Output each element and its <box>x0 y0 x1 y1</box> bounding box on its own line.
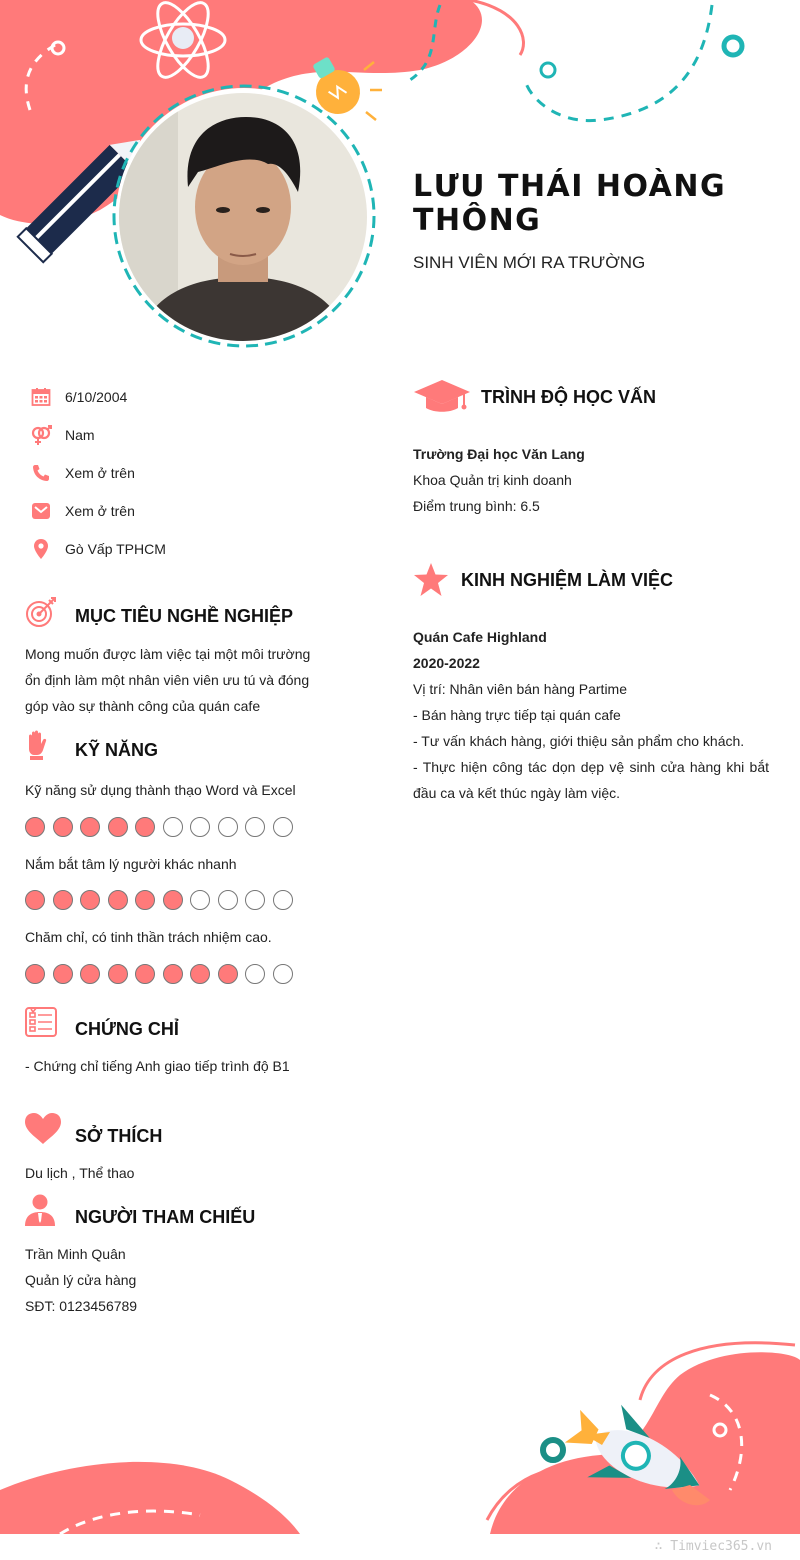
rating-dot-filled <box>135 817 155 837</box>
gpa-text: Điểm trung bình: 6.5 <box>413 498 540 514</box>
rating-dot-filled <box>80 964 100 984</box>
hand-icon <box>25 730 47 765</box>
email-icon <box>30 500 52 522</box>
skill-rating <box>25 964 300 984</box>
contact-address <box>30 537 166 561</box>
faculty-name: Khoa Quản trị kinh doanh <box>413 472 572 488</box>
certificates-text: - Chứng chỉ tiếng Anh giao tiếp trình độ B1 <box>25 1058 290 1074</box>
contact-phone <box>30 461 135 485</box>
gender-text: Nam <box>65 427 95 443</box>
certificates-title: CHỨNG CHỈ <box>75 1019 179 1039</box>
rating-dot-empty <box>273 890 293 910</box>
skill-rating <box>25 817 300 837</box>
rating-dot-empty <box>218 890 238 910</box>
rating-dot-empty <box>163 817 183 837</box>
rating-dot-filled <box>218 964 238 984</box>
hobbies-title: SỞ THÍCH <box>75 1126 163 1146</box>
reference-line: Quản lý cửa hàng <box>25 1272 137 1288</box>
rating-dot-filled <box>80 817 100 837</box>
rating-dot-filled <box>53 817 73 837</box>
location-icon <box>30 538 52 560</box>
job-duty: - Tư vấn khách hàng, giới thiệu sản phẩm cho khách. <box>413 733 745 749</box>
job-position: Vị trí: Nhân viên bán hàng Partime <box>413 681 628 697</box>
profile-photo <box>118 92 368 342</box>
rating-dot-filled <box>25 964 45 984</box>
rating-dot-filled <box>190 964 210 984</box>
rating-dot-filled <box>25 890 45 910</box>
education-title: TRÌNH ĐỘ HỌC VẤN <box>481 387 656 407</box>
contact-gender <box>30 423 95 447</box>
work-period: 2020-2022 <box>413 655 480 671</box>
rating-dot-empty <box>245 890 265 910</box>
rating-dot-filled <box>108 964 128 984</box>
star-icon <box>414 563 448 601</box>
references-text <box>25 1241 137 1319</box>
skill-name: Chăm chỉ, có tinh thần trách nhiệm cao. <box>25 929 272 945</box>
rating-dot-empty <box>273 817 293 837</box>
rating-dot-empty <box>245 964 265 984</box>
rating-dot-filled <box>53 890 73 910</box>
objective-line: Mong muốn được làm việc tại một môi trường <box>25 646 311 662</box>
rating-dot-filled <box>108 817 128 837</box>
hobbies-text: Du lịch , Thể thao <box>25 1165 135 1181</box>
calendar-icon <box>30 386 52 408</box>
job-duty-continued: đầu ca và kết thúc ngày làm việc. <box>413 785 620 801</box>
school-name: Trường Đại học Văn Lang <box>413 446 585 462</box>
watermark: ∴ Timviec365.vn <box>654 1539 772 1554</box>
person-icon <box>25 1194 55 1231</box>
rating-dot-filled <box>53 964 73 984</box>
contact-email <box>30 499 135 523</box>
job-duty: - Thực hiện công tác dọn dẹp vệ sinh cửa hàng khi bắt <box>413 759 769 775</box>
objective-text <box>25 641 310 719</box>
rating-dot-filled <box>163 890 183 910</box>
experience-details <box>413 624 769 806</box>
reference-line: Trần Minh Quân <box>25 1246 126 1262</box>
rating-dot-filled <box>163 964 183 984</box>
phone-text: Xem ở trên <box>65 465 135 481</box>
gender-icon <box>30 424 52 446</box>
education-details <box>413 441 585 519</box>
checklist-icon <box>25 1007 57 1042</box>
rating-dot-empty <box>218 817 238 837</box>
references-title: NGƯỜI THAM CHIẾU <box>75 1207 256 1227</box>
rating-dot-filled <box>25 817 45 837</box>
contact-birthday <box>30 385 127 409</box>
objective-title: MỤC TIÊU NGHỀ NGHIỆP <box>75 606 294 626</box>
job-duty: - Bán hàng trực tiếp tại quán cafe <box>413 707 621 723</box>
rating-dot-filled <box>108 890 128 910</box>
rating-dot-empty <box>273 964 293 984</box>
company-name: Quán Cafe Highland <box>413 629 547 645</box>
email-text: Xem ở trên <box>65 503 135 519</box>
rating-dot-empty <box>190 890 210 910</box>
objective-line: góp vào sự thành công của quán cafe <box>25 698 261 714</box>
rating-dot-filled <box>80 890 100 910</box>
candidate-name: LƯU THÁI HOÀNG THÔNG <box>413 169 727 238</box>
birthday-text: 6/10/2004 <box>65 389 128 405</box>
experience-title: KINH NGHIỆM LÀM VIỆC <box>461 570 674 590</box>
skill-rating <box>25 890 300 910</box>
rating-dot-empty <box>190 817 210 837</box>
target-icon <box>25 596 59 633</box>
rating-dot-filled <box>135 964 155 984</box>
graduation-cap-icon <box>414 380 470 419</box>
phone-icon <box>30 462 52 484</box>
skill-name: Nắm bắt tâm lý người khác nhanh <box>25 856 237 872</box>
reference-line: SĐT: 0123456789 <box>25 1298 138 1314</box>
rating-dot-empty <box>245 817 265 837</box>
rating-dot-filled <box>135 890 155 910</box>
skill-name: Kỹ năng sử dụng thành thạo Word và Excel <box>25 782 296 798</box>
heart-icon <box>25 1113 61 1150</box>
objective-line: ổn định làm một nhân viên viên ưu tú và đóng <box>25 672 310 688</box>
skills-title: KỸ NĂNG <box>75 740 159 760</box>
candidate-role: SINH VIÊN MỚI RA TRƯỜNG <box>413 253 646 272</box>
address-text: Gò Vấp TPHCM <box>65 541 166 557</box>
